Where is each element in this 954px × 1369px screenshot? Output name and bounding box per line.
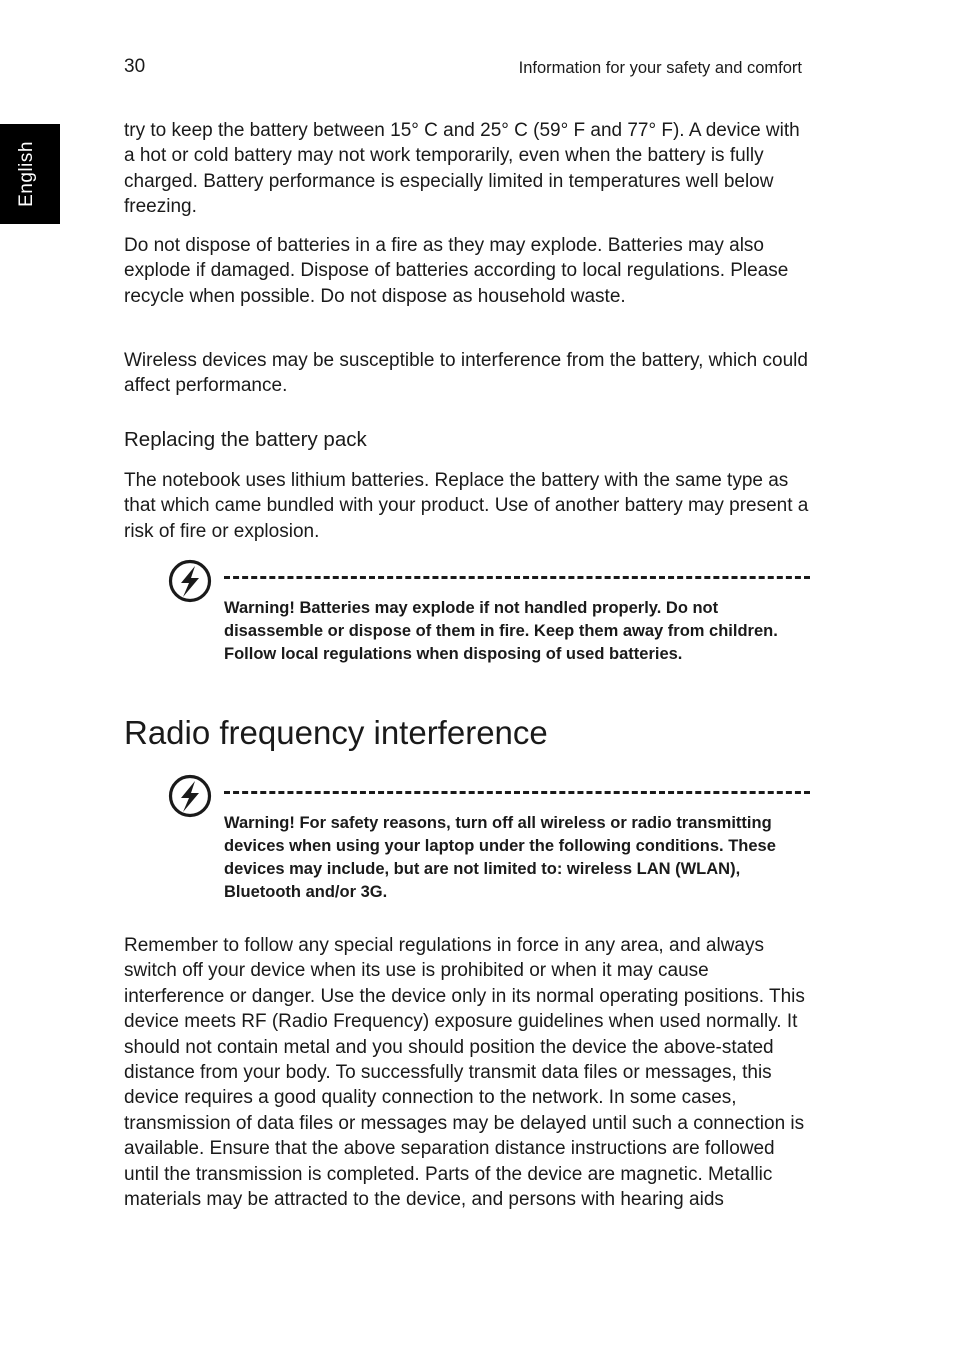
paragraph-wireless-interference: Wireless devices may be susceptible to interference from the battery, which could affect performance.	[124, 350, 808, 397]
paragraph-battery-disposal: Do not dispose of batteries in a fire as they may explode. Batteries may also explode if damaged. Dispose of batteries according to local regulations. Please recycle when possible. Do not dispose as household waste.	[124, 235, 789, 307]
warning-divider	[224, 576, 810, 579]
paragraph-replacing-battery: The notebook uses lithium batteries. Replace the battery with the same type as that which came bundled with your product. Use of another battery may present a risk of fire or explosion.	[124, 470, 809, 542]
warning-radio-devices: Warning! For safety reasons, turn off all wireless or radio transmitting devices when using your laptop under the following conditions. These devices may include, but are not limited to: wireless LAN (WLAN), Bluetooth and/or 3G.	[224, 814, 776, 901]
running-header: Information for your safety and comfort	[518, 59, 802, 77]
section-heading-radio-frequency: Radio frequency interference	[124, 714, 548, 751]
warning-batteries: Warning! Batteries may explode if not handled properly. Do not disassemble or dispose of them in fire. Keep them away from children. Follow local regulations when disposing of used batteries.	[224, 599, 778, 663]
warning-divider	[224, 791, 810, 794]
language-tab-label: English	[16, 141, 37, 207]
subheading-replacing-battery: Replacing the battery pack	[124, 428, 367, 451]
lightning-warning-icon	[168, 774, 212, 818]
paragraph-battery-temperature: try to keep the battery between 15° C and 25° C (59° F and 77° F). A device with a hot or cold battery may not work temporarily, even when the battery is fully charged. Battery performance is especially limited in temperatures well below freezing.	[124, 120, 800, 218]
lightning-warning-icon	[168, 559, 212, 603]
paragraph-special-regulations: Remember to follow any special regulations in force in any area, and always switch off your device when its use is prohibited or when it may cause interference or danger. Use the device only in its normal operating positions. This device meets RF (Radio Frequency) exposure guidelines when used normally. It should not contain metal and you should position the device the above-stated distance from your body. To successfully transmit data files or messages, this device requires a good quality connection to the network. In some cases, transmission of data files or messages may be delayed until such a connection is available. Ensure that the above separation distance instructions are followed until the transmission is completed. Parts of the device are magnetic. Metallic materials may be attracted to the device, and persons with hearing aids	[124, 935, 805, 1211]
page-number: 30	[124, 56, 146, 77]
